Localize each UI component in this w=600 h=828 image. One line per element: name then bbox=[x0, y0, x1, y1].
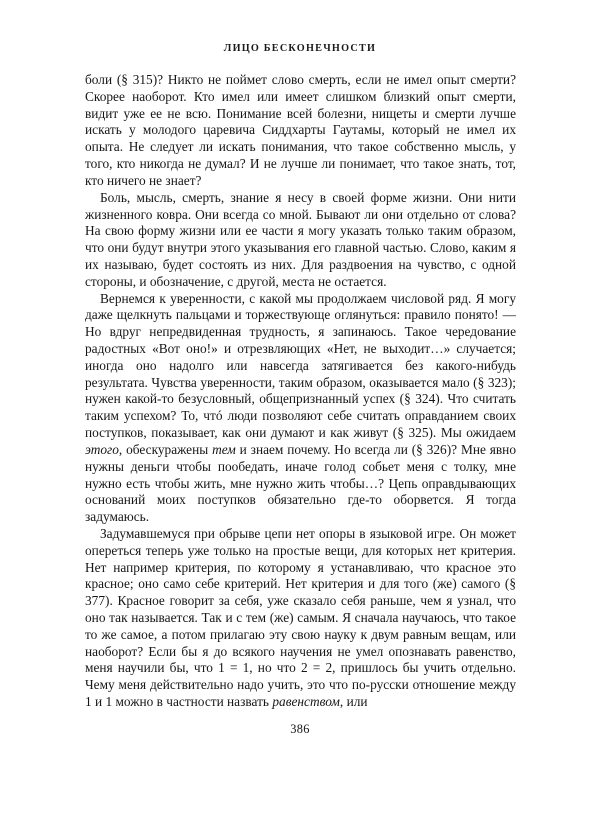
body-text-run: , или bbox=[339, 694, 368, 710]
body-text-run: боли (§ 315)? Никто не поймет слово смерть, если не имел опыт смерти? Скорее наоборот. Кто имел или имеет слишком близкий опыт смерти, видит уже ее не всю. Понимание всей болезни, нищеты и смерти лучше искать у молодого царевича Сиддхарты Гаутамы, который не имел их опыта. Не следует ли искать понимания, что такое собственно мысль, у того, кто никогда не думал? И не лучше ли понимает, что такое знать, тот, кто ничего не знает? bbox=[85, 72, 516, 188]
paragraph bbox=[85, 72, 516, 190]
body-text-run: Боль, мысль, смерть, знание я несу в своей форме жизни. Они нити жизненного ковра. Они всегда со мной. Бывают ли они отдельно от слова? На свою форму жизни или ее части я могу указать только таким образом, что они будут внутри этого указывания его главной частью. Слово, каким я их называю, будет состоять из них. Для раздвоения на чувство, с одной стороны, и обозначение, с другой, места не остается. bbox=[85, 189, 516, 289]
body-text-run: и знаем почему. Но всегда ли (§ 326)? Мне явно нужны деньги чтобы пообедать, иначе голод собьет меня с толку, мне нужно есть чтобы жить, мне нужно жить чтобы…? Цепь оправдывающих оснований моих поступков обязательно где-то оборвется. Я тогда задумаюсь. bbox=[85, 441, 516, 525]
body-text-run: Задумавшемуся при обрыве цепи нет опоры в языковой игре. Он может опереться теперь уже только на простые вещи, для которых нет критерия. Нет например критерия, по которому я устанавливаю, что красное это красное; оно само себе критерий. Нет критерия и для того (же) самого (§ 377). Красное говорит за себя, уже сказало себя раньше, чем я узнал, что оно так называется. Так и с тем (же) самым. Я сначала научаюсь, что такое то же самое, а потом прилагаю эту свою науку к двум равным вещам, или наоборот? Если бы я до всякого научения не умел опознавать равенство, меня научили бы, что 1 = 1, но что 2 = 2, пришлось бы учить отдельно. Чему меня действительно надо учить, это что по-русски отношение между 1 и 1 можно в частности назвать bbox=[85, 525, 516, 710]
paragraph bbox=[85, 526, 516, 711]
body-text-run: Вернемся к уверенности, с какой мы продолжаем числовой ряд. Я могу даже щелкнуть пальцами и торжествующе оглянуться: правило понято! — Но вдруг непредвиденная трудность, я запинаюсь. Такое чередование радостных «Вот оно!» и отрезвляющих «Нет, не выходит…» случается; иногда оно надолго или навсегда затягивается без какого-нибудь результата. Чувства уверенности, таким образом, оказывается мало (§ 323); нужен какой-то безусловный, общепризнанный успех (§ 324). Что считать таким успехом? То, чтó люди позволяют себе считать оправданием своих поступков, показывает, как они думают и как живут (§ 325). Мы ожидаем bbox=[85, 290, 516, 441]
emphasis-text: этого bbox=[85, 441, 119, 457]
emphasis-text: равенством bbox=[272, 694, 340, 710]
emphasis-text: тем bbox=[212, 441, 236, 457]
body-text-run: , обескуражены bbox=[118, 441, 213, 457]
running-head: ЛИЦО БЕСКОНЕЧНОСТИ bbox=[223, 43, 377, 54]
body-text bbox=[85, 72, 516, 711]
page-number: 386 bbox=[290, 722, 310, 736]
paragraph bbox=[85, 190, 516, 291]
paragraph bbox=[85, 291, 516, 526]
